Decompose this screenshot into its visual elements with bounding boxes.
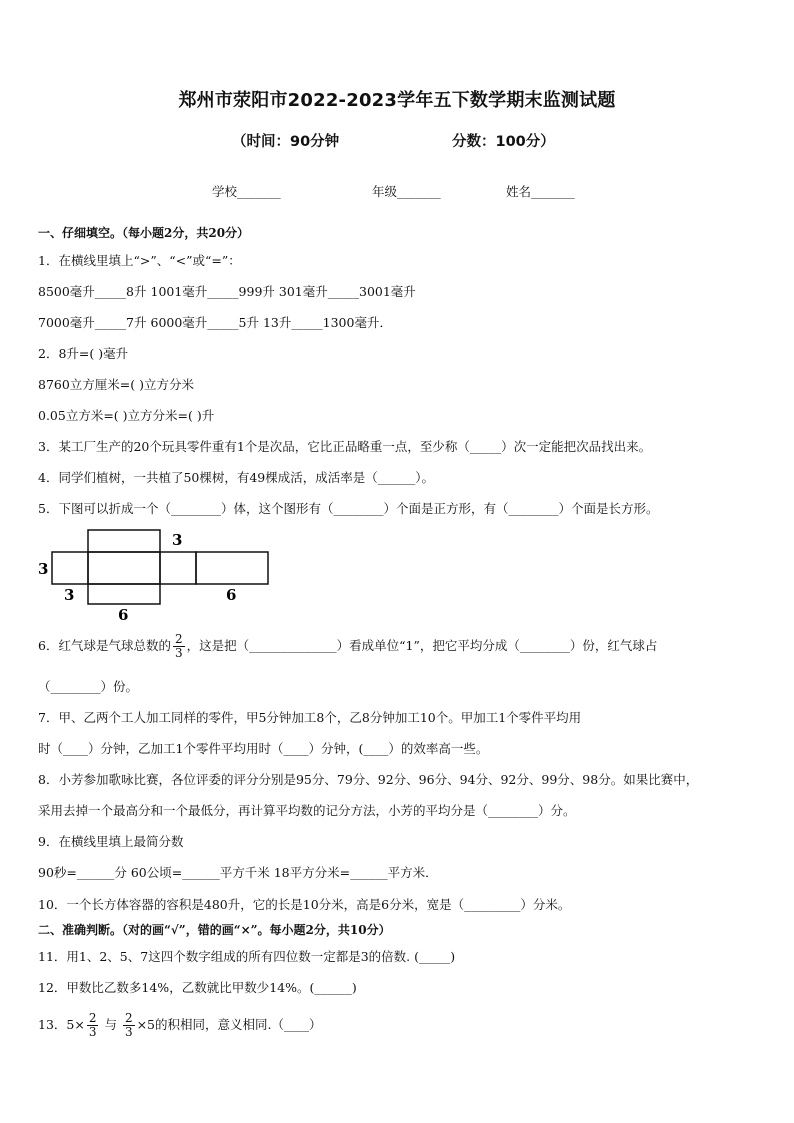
net-face-back xyxy=(196,552,268,584)
question-7-line-1: 7．甲、乙两个工人加工同样的零件，甲5分钟加工8个，乙8分钟加工10个。甲加工1个零件平均用 xyxy=(38,710,582,725)
grade-field: 年级_______ xyxy=(372,184,441,199)
question-1-row-1: 8500毫升_____8升 1001毫升_____999升 301毫升_____3001毫升 xyxy=(38,284,416,299)
question-6-suffix: ，这是把（______________）看成单位“1”，把它平均分成（________）份，红气球占 xyxy=(186,638,658,653)
question-6-prefix: 6．红气球是气球总数的 xyxy=(38,638,171,653)
question-8-line-2: 采用去掉一个最高分和一个最低分，再计算平均数的记分方法，小芳的平均分是（________）分。 xyxy=(38,803,576,818)
fraction-denominator: 3 xyxy=(124,1025,133,1039)
question-12: 12．甲数比乙数多14%，乙数就比甲数少14%。(______) xyxy=(38,980,357,995)
question-1-row-2: 7000毫升_____7升 6000毫升_____5升 13升_____1300毫升． xyxy=(38,315,392,330)
exam-time: （时间：90分钟 xyxy=(232,134,340,150)
page-title: 郑州市荥阳市2022-2023学年五下数学期末监测试题 xyxy=(178,90,616,111)
question-13-prefix: 13．5× xyxy=(38,1017,85,1032)
question-10: 10．一个长方体容器的容积是480升，它的长是10分米，高是6分米，宽是（_________）分米。 xyxy=(38,897,571,912)
question-5: 5．下图可以折成一个（________）体，这个图形有（________）个面是正方形，有（________）个面是长方形。 xyxy=(38,501,659,516)
net-label-width-top: 3 xyxy=(172,531,183,549)
question-7-line-2: 时（____）分钟，乙加工1个零件平均用时（____）分钟，(____）的效率高一些。 xyxy=(38,741,489,756)
fraction-denominator: 3 xyxy=(174,646,183,660)
net-face-right xyxy=(160,552,196,584)
question-1: 1．在横线里填上“>”、“<”或“=”： xyxy=(38,253,241,268)
net-face-top xyxy=(88,530,160,552)
question-2-c: 0.05立方米=( )立方分米=( )升 xyxy=(38,408,215,423)
net-face-left xyxy=(52,552,88,584)
net-label-length-right: 6 xyxy=(226,586,237,604)
question-13-connector: 与 xyxy=(100,1017,121,1032)
question-13 xyxy=(38,1012,321,1039)
net-face-bottom xyxy=(88,584,160,604)
net-label-height: 3 xyxy=(38,560,49,578)
question-2-a: 2．8升=( )毫升 xyxy=(38,346,129,361)
cuboid-net-diagram xyxy=(30,524,280,624)
net-face-front xyxy=(88,552,160,584)
question-3: 3．某工厂生产的20个玩具零件重有1个是次品，它比正品略重一点，至少称（_____）次一定能把次品找出来。 xyxy=(38,439,652,454)
question-8-line-1: 8．小芳参加歌咏比赛，各位评委的评分分别是95分、79分、92分、96分、94分、92分、99分、98分。如果比赛中， xyxy=(38,772,699,787)
net-label-length-bottom: 6 xyxy=(118,606,129,624)
net-label-width-bottom: 3 xyxy=(64,586,75,604)
name-field: 姓名_______ xyxy=(506,184,575,199)
question-6 xyxy=(38,633,657,660)
section-2-heading: 二、准确判断。（对的画“√”，错的画“×”。每小题2分，共10分） xyxy=(38,923,391,937)
exam-score: 分数：100分） xyxy=(452,134,555,150)
question-13-suffix: ×5的积相同，意义相同.（____） xyxy=(136,1017,322,1032)
question-6-line-2: （________）份。 xyxy=(38,679,139,694)
fraction-two-thirds-b xyxy=(123,1012,135,1039)
fraction-numerator: 2 xyxy=(88,1011,97,1025)
fraction-two-thirds-a xyxy=(87,1012,99,1039)
section-1-heading: 一、仔细填空。（每小题2分，共20分） xyxy=(38,226,250,240)
fraction-numerator: 2 xyxy=(124,1011,133,1025)
fraction-denominator: 3 xyxy=(88,1025,97,1039)
fraction-numerator: 2 xyxy=(174,632,183,646)
question-2-b: 8760立方厘米=( )立方分米 xyxy=(38,377,195,392)
school-field: 学校_______ xyxy=(212,184,281,199)
question-9: 9．在横线里填上最简分数 xyxy=(38,834,184,849)
question-9-row: 90秒=______分 60公顷=______平方千米 18平方分米=______平方米． xyxy=(38,865,438,880)
fraction-two-thirds xyxy=(173,633,185,660)
question-4: 4．同学们植树，一共植了50棵树，有49棵成活，成活率是（______）。 xyxy=(38,470,435,485)
question-11: 11．用1、2、5、7这四个数字组成的所有四位数一定都是3的倍数. (_____) xyxy=(38,949,456,964)
